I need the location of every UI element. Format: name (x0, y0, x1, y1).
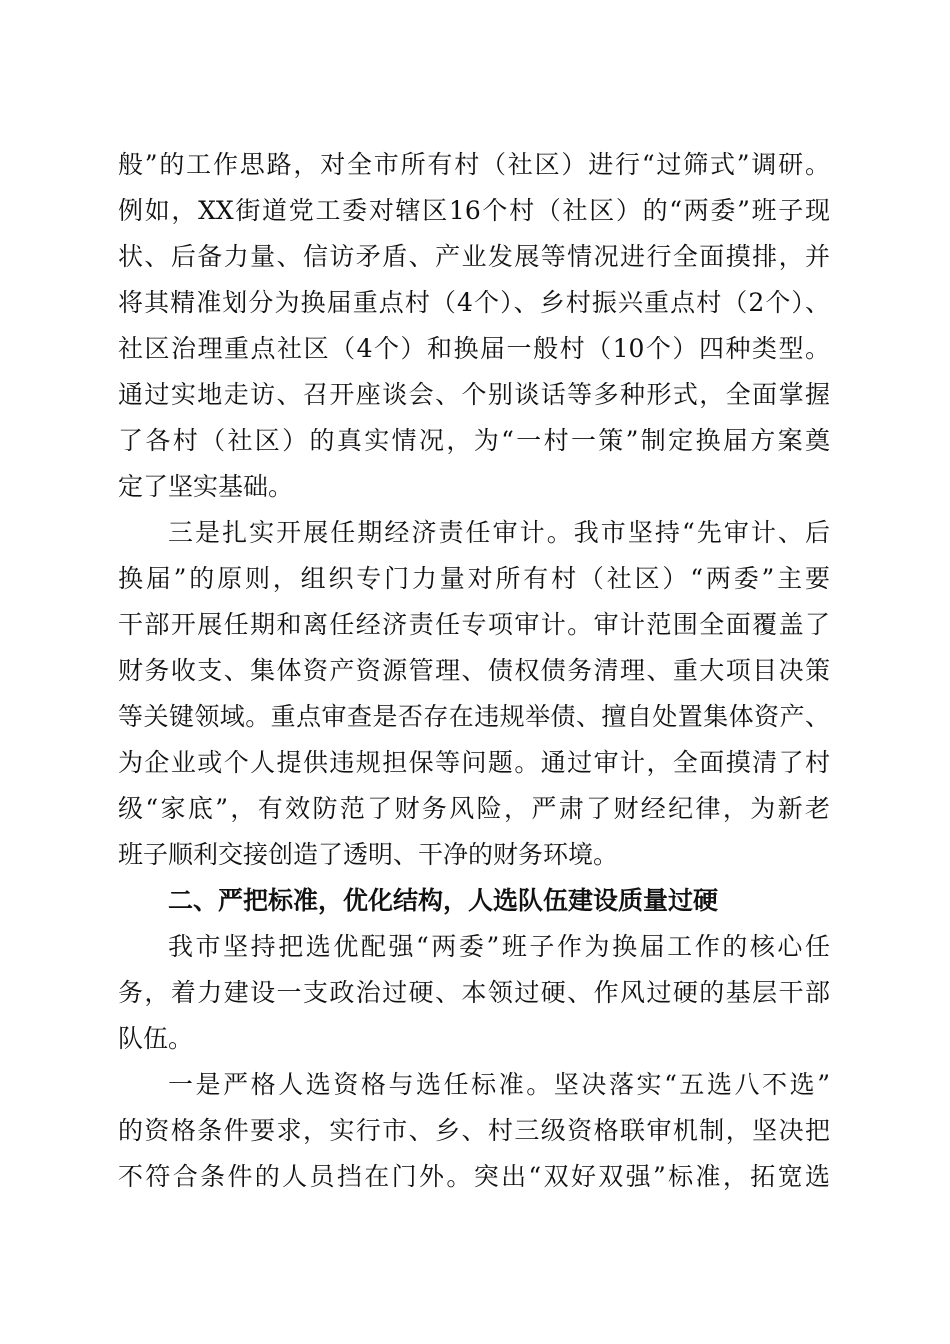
text-line: 的资格条件要求，实行市、乡、村三级资格联审机制，坚决把 (118, 1116, 830, 1145)
text-line: 班子顺利交接创造了透明、干净的财务环境。 (118, 840, 619, 869)
text-line: 通过实地走访、召开座谈会、个别谈话等多种形式，全面掌握 (118, 380, 830, 409)
text-line: 换届”的原则，组织专门力量对所有村（社区）“两委”主要 (118, 564, 830, 593)
text-line: 队伍。 (118, 1024, 194, 1053)
text-line: 社区治理重点社区（4个）和换届一般村（10个）四种类型。 (118, 334, 830, 363)
text-line: 般”的工作思路，对全市所有村（社区）进行“过筛式”调研。 (118, 150, 830, 179)
text-line: 我市坚持把选优配强“两委”班子作为换届工作的核心任 (168, 932, 830, 961)
text-line: 财务收支、集体资产资源管理、债权债务清理、重大项目决策 (118, 656, 830, 685)
text-line: 三是扎实开展任期经济责任审计。我市坚持“先审计、后 (168, 518, 830, 547)
section-heading: 二、严把标准，优化结构，人选队伍建设质量过硬 (168, 886, 719, 915)
text-line: 为企业或个人提供违规担保等问题。通过审计，全面摸清了村 (118, 748, 830, 777)
text-line: 例如，XX街道党工委对辖区16个村（社区）的“两委”班子现 (118, 196, 830, 225)
text-line: 一是严格人选资格与选任标准。坚决落实“五选八不选” (168, 1070, 830, 1099)
text-line: 定了坚实基础。 (118, 472, 294, 501)
text-line: 干部开展任期和离任经济责任专项审计。审计范围全面覆盖了 (118, 610, 830, 639)
text-line: 将其精准划分为换届重点村（4个）、乡村振兴重点村（2个）、 (118, 288, 830, 317)
text-line: 不符合条件的人员挡在门外。突出“双好双强”标准，拓宽选 (118, 1162, 830, 1191)
text-line: 等关键领域。重点审查是否存在违规举债、擅自处置集体资产、 (118, 702, 830, 731)
text-line: 务，着力建设一支政治过硬、本领过硬、作风过硬的基层干部 (118, 978, 830, 1007)
text-line: 状、后备力量、信访矛盾、产业发展等情况进行全面摸排，并 (118, 242, 830, 271)
text-line: 了各村（社区）的真实情况，为“一村一策”制定换届方案奠 (118, 426, 830, 455)
text-line: 级“家底”，有效防范了财务风险，严肃了财经纪律，为新老 (118, 794, 830, 823)
